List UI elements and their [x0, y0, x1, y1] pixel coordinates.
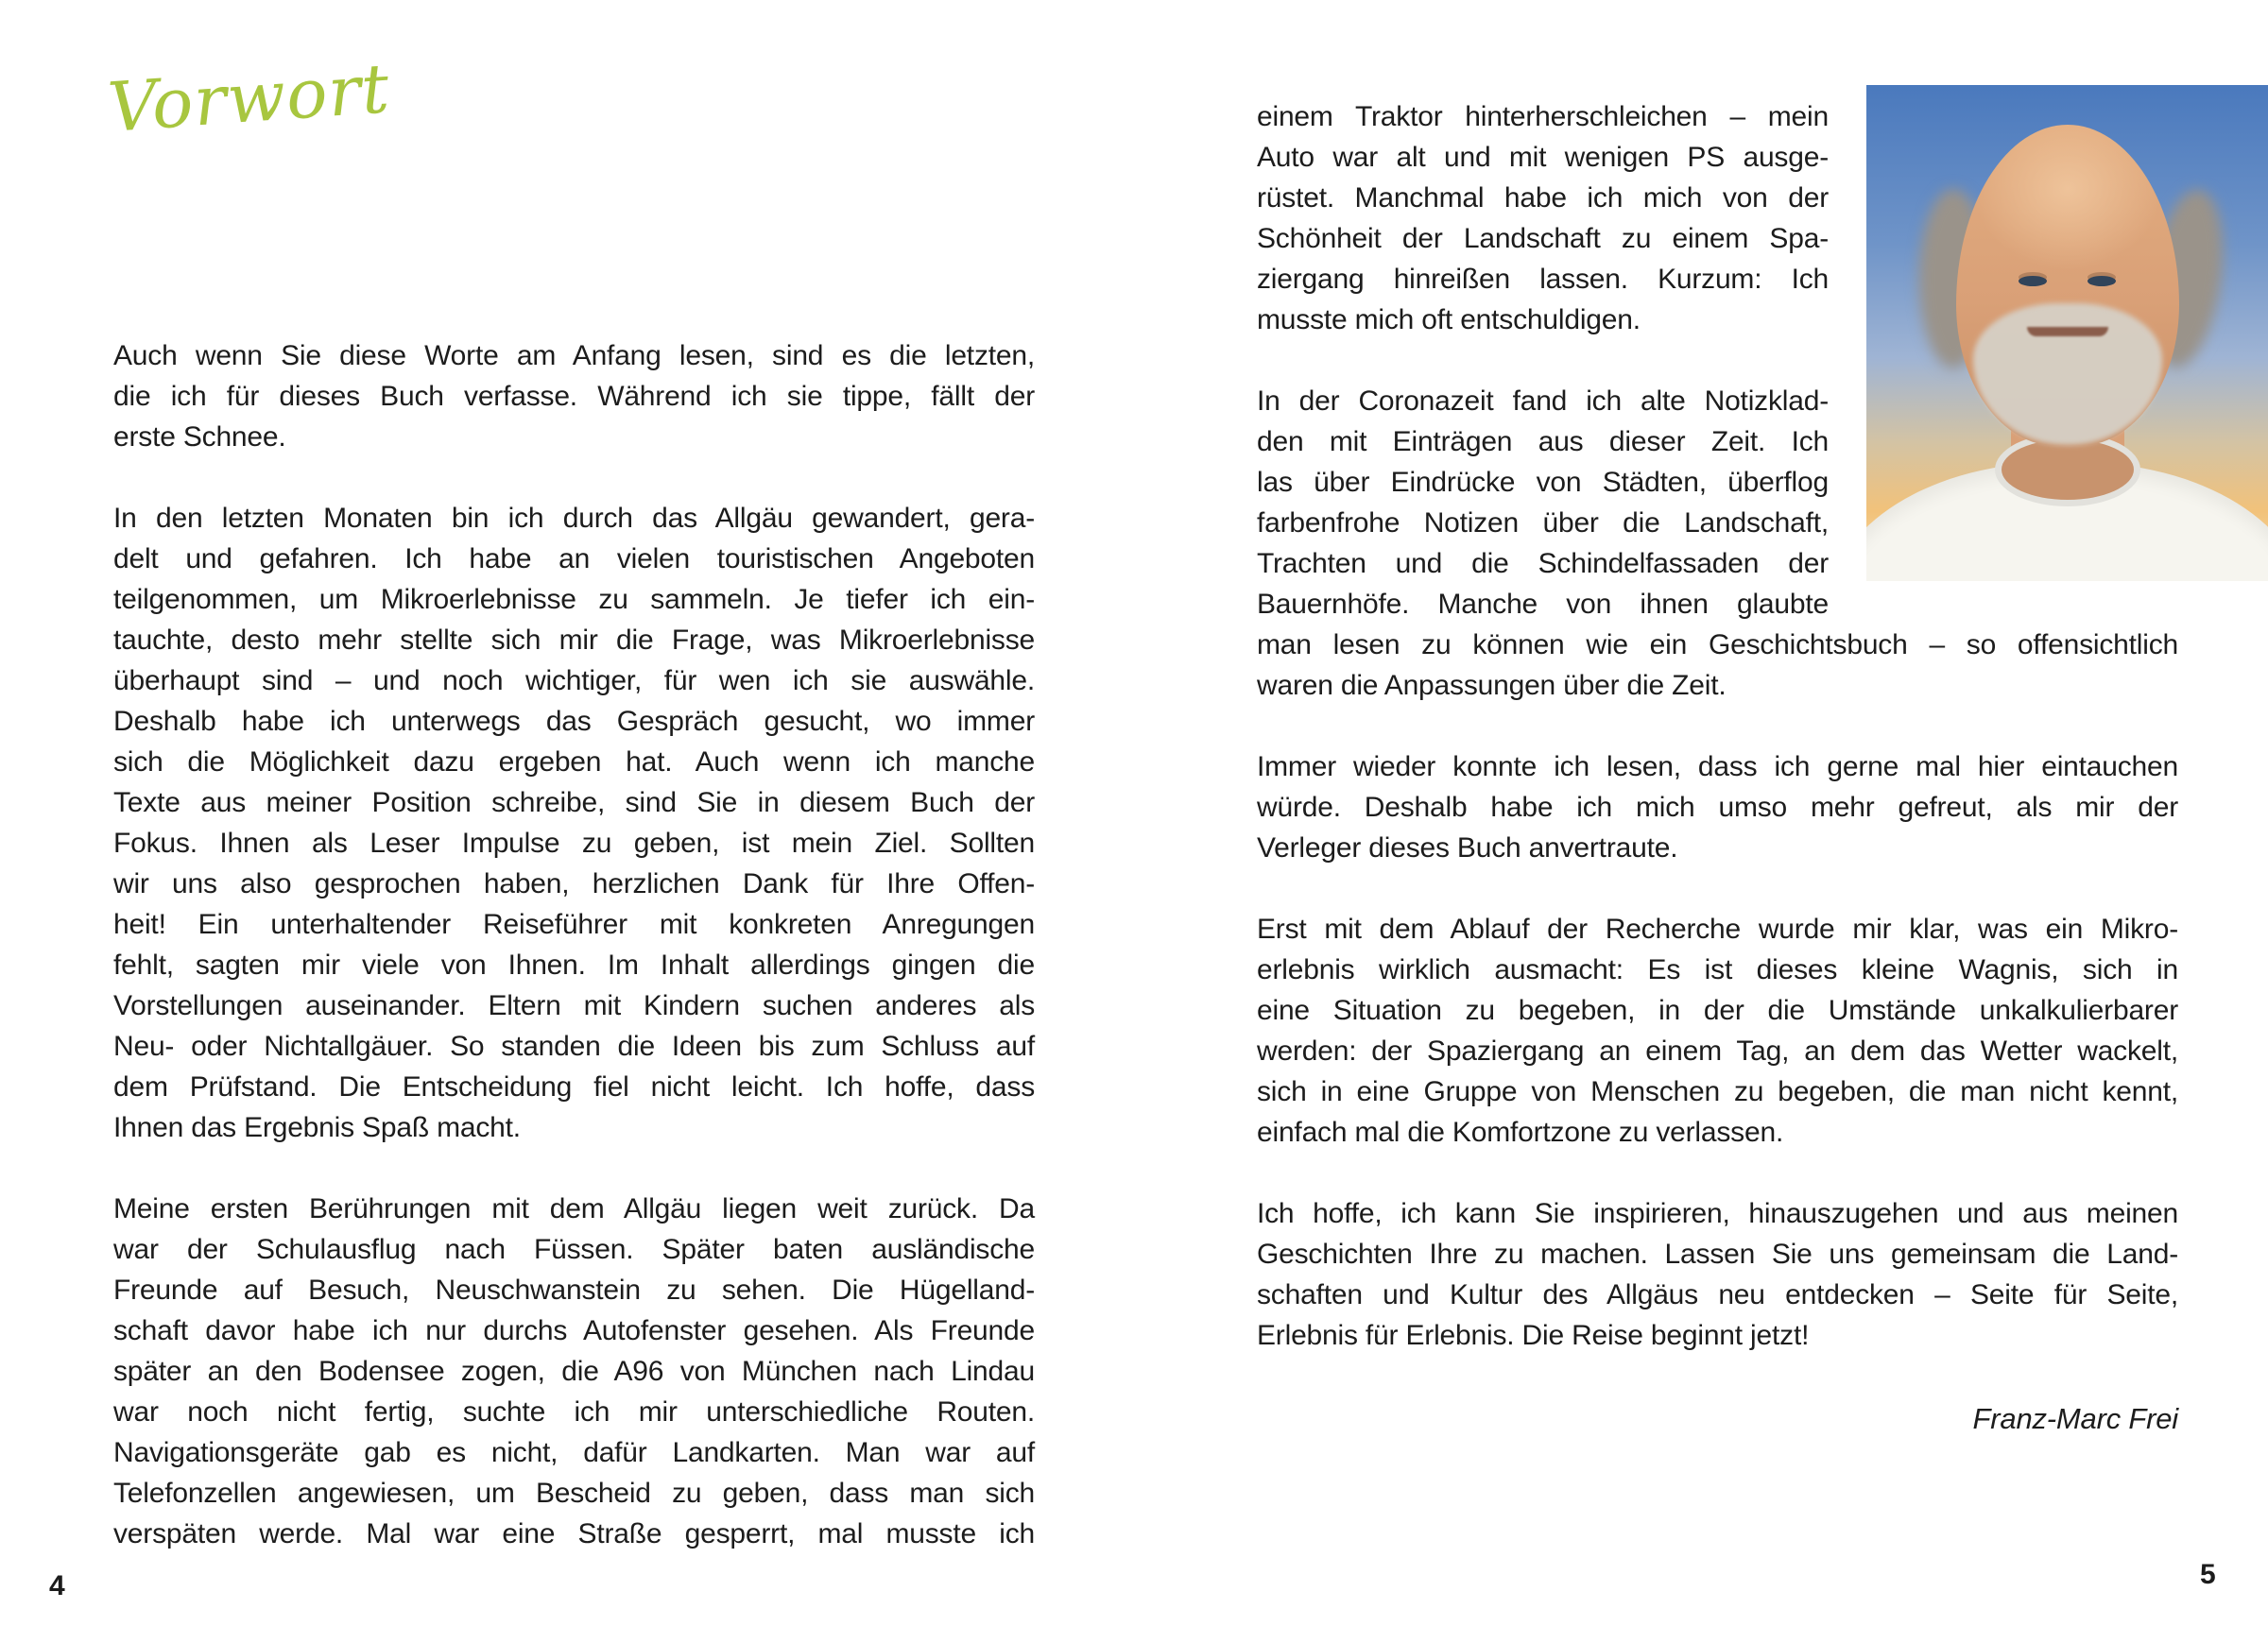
text-line: die ich für dieses Buch verfasse. Während ich sie tippe, fällt der: [113, 381, 1035, 412]
text-line: Neu- oder Nichtallgäuer. So standen die Ideen bis zum Schluss auf: [113, 1031, 1035, 1062]
page-number-left: 4: [49, 1570, 65, 1601]
paragraph: [1257, 909, 2178, 1153]
text-line: erste Schnee.: [113, 421, 286, 453]
paragraph: [113, 498, 1035, 1148]
text-line: Vorstellungen auseinander. Eltern mit Kindern suchen anderes als: [113, 990, 1035, 1021]
text-line: heit! Ein unterhaltender Reiseführer mit konkreten Anregungen: [113, 909, 1035, 940]
text-line: einfach mal die Komfortzone zu verlassen.: [1257, 1117, 1784, 1148]
paragraph: [113, 335, 1035, 457]
text-line: überhaupt sind – und noch wichtiger, für wen ich sie auswähle.: [113, 665, 1035, 696]
text-line: würde. Deshalb habe ich mich umso mehr gefreut, als mir der: [1257, 792, 2178, 823]
text-line: In der Coronazeit fand ich alte Notizklad-: [1257, 385, 1829, 417]
text-line: Erlebnis für Erlebnis. Die Reise beginnt jetzt!: [1257, 1320, 1810, 1351]
text-line: las über Eindrücke von Städten, überflog: [1257, 467, 1829, 498]
text-line: Geschichten Ihre zu machen. Lassen Sie uns gemeinsam die Land-: [1257, 1239, 2178, 1270]
text-line: Erst mit dem Ablauf der Recherche wurde mir klar, was ein Mikro-: [1257, 914, 2178, 945]
text-line: ziergang hinreißen lassen. Kurzum: Ich: [1257, 264, 1829, 295]
text-line: Meine ersten Berührungen mit dem Allgäu liegen weit zurück. Da: [113, 1193, 1035, 1224]
author-signature: Franz-Marc Frei: [1972, 1402, 2178, 1435]
text-line: Navigationsgeräte gab es nicht, dafür Landkarten. Man war auf: [113, 1437, 1035, 1468]
text-line: war der Schulausflug nach Füssen. Später baten ausländische: [113, 1234, 1035, 1265]
left-page-text-column: [113, 335, 1035, 1595]
page-number-right: 5: [2200, 1559, 2216, 1590]
text-line: Immer wieder konnte ich lesen, dass ich gerne mal hier eintauchen: [1257, 751, 2178, 782]
text-line: Auch wenn Sie diese Worte am Anfang lesen, sind es die letzten,: [113, 340, 1035, 371]
text-line: musste mich oft entschuldigen.: [1257, 304, 1641, 335]
text-line: Trachten und die Schindelfassaden der: [1257, 548, 1829, 579]
text-line: sich die Möglichkeit dazu ergeben hat. Auch wenn ich manche: [113, 746, 1035, 778]
text-line: Bauernhöfe. Manche von ihnen glaubte: [1257, 589, 1829, 620]
right-page-text-column: [1257, 96, 2178, 1439]
text-line: tauchte, desto mehr stellte sich mir die Frage, was Mikroerlebnisse: [113, 625, 1035, 656]
text-line: den mit Einträgen aus dieser Zeit. Ich: [1257, 426, 1829, 457]
text-line: schaft davor habe ich nur durchs Autofenster gesehen. Als Freunde: [113, 1315, 1035, 1346]
text-line: rüstet. Manchmal habe ich mich von der: [1257, 182, 1829, 214]
text-line: Fokus. Ihnen als Leser Impulse zu geben, ist mein Ziel. Sollten: [113, 828, 1035, 859]
foreword-title: Vorwort: [105, 48, 393, 147]
text-line: man lesen zu können wie ein Geschichtsbuch – so offensichtlich: [1257, 629, 2178, 660]
text-line: sich in eine Gruppe von Menschen zu begeben, die man nicht kennt,: [1257, 1076, 2178, 1107]
text-line: fehlt, sagten mir viele von Ihnen. Im Inhalt allerdings gingen die: [113, 950, 1035, 981]
paragraph: [113, 1189, 1035, 1554]
text-line: eine Situation zu begeben, in der die Umstände unkalkulierbarer: [1257, 995, 2178, 1026]
text-line: erlebnis wirklich ausmacht: Es ist dieses kleine Wagnis, sich in: [1257, 954, 2178, 985]
text-line: verspäten werde. Mal war eine Straße gesperrt, mal musste ich: [113, 1518, 1035, 1549]
paragraph: [1257, 625, 2178, 706]
text-line: Ihnen das Ergebnis Spaß macht.: [113, 1112, 521, 1143]
text-line: Deshalb habe ich unterwegs das Gespräch gesucht, wo immer: [113, 706, 1035, 737]
text-line: delt und gefahren. Ich habe an vielen touristischen Angeboten: [113, 543, 1035, 574]
text-line: wir uns also gesprochen haben, herzlichen Dank für Ihre Offen-: [113, 868, 1035, 899]
paragraph: [1257, 1193, 2178, 1356]
text-line: Verleger dieses Buch anvertraute.: [1257, 832, 1678, 864]
text-line: dem Prüfstand. Die Entscheidung fiel nicht leicht. Ich hoffe, dass: [113, 1071, 1035, 1103]
text-line: teilgenommen, um Mikroerlebnisse zu sammeln. Je tiefer ich ein-: [113, 584, 1035, 615]
text-line: Freunde auf Besuch, Neuschwanstein zu sehen. Die Hügelland-: [113, 1275, 1035, 1306]
text-line: werden: der Spaziergang an einem Tag, an dem das Wetter wackelt,: [1257, 1036, 2178, 1067]
text-line: einem Traktor hinterherschleichen – mein: [1257, 101, 1829, 132]
text-line: später an den Bodensee zogen, die A96 von München nach Lindau: [113, 1356, 1035, 1387]
paragraph: [1257, 96, 1829, 340]
text-line: waren die Anpassungen über die Zeit.: [1257, 670, 1727, 701]
text-line: Schönheit der Landschaft zu einem Spa-: [1257, 223, 1829, 254]
paragraph: [1257, 381, 1829, 625]
text-line: In den letzten Monaten bin ich durch das Allgäu gewandert, gera-: [113, 503, 1035, 534]
paragraph: [1257, 746, 2178, 868]
text-line: farbenfrohe Notizen über die Landschaft,: [1257, 507, 1829, 539]
text-line: Auto war alt und mit wenigen PS ausge-: [1257, 142, 1829, 173]
text-line: Ich hoffe, ich kann Sie inspirieren, hinauszugehen und aus meinen: [1257, 1198, 2178, 1229]
text-line: Telefonzellen angewiesen, um Bescheid zu geben, dass man sich: [113, 1478, 1035, 1509]
text-line: war noch nicht fertig, suchte ich mir unterschiedliche Routen.: [113, 1396, 1035, 1428]
text-line: schaften und Kultur des Allgäus neu entdecken – Seite für Seite,: [1257, 1279, 2178, 1310]
text-line: Texte aus meiner Position schreibe, sind Sie in diesem Buch der: [113, 787, 1035, 818]
